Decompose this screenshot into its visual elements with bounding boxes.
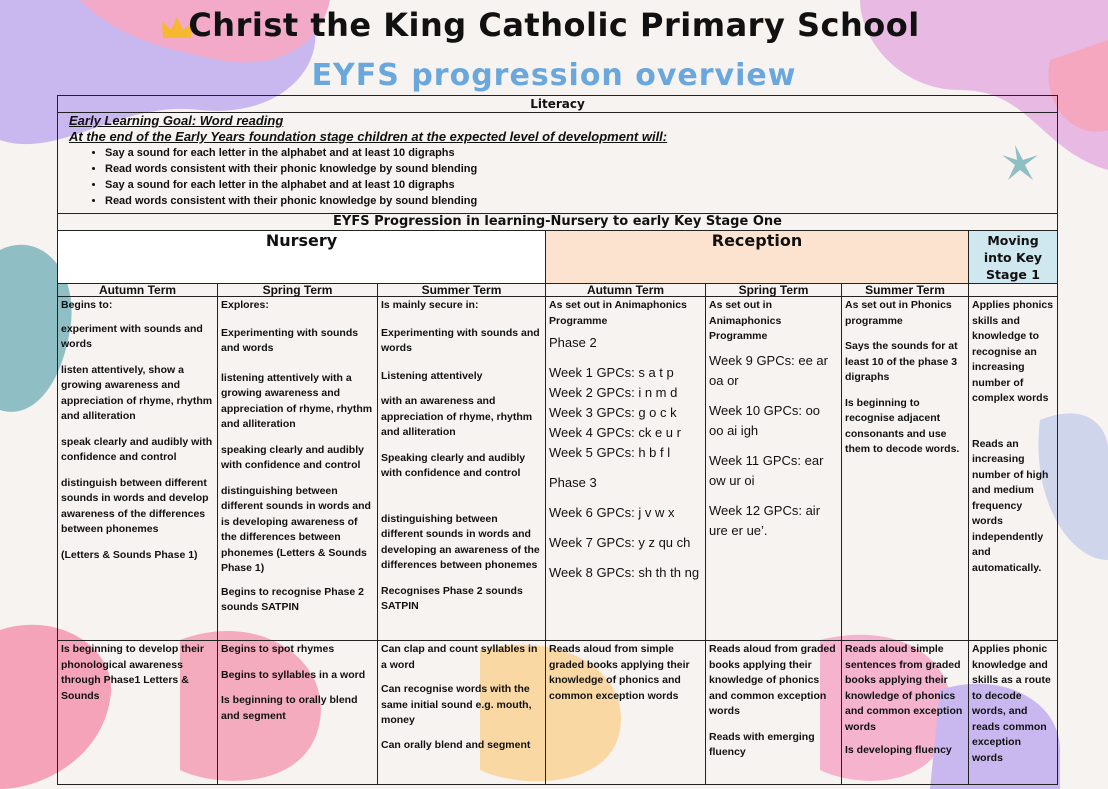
- row2-ks1: [968, 640, 1058, 785]
- text-block: Week 10 GPCs: oo oo ai igh: [709, 402, 821, 438]
- text-block: Phase 2: [549, 335, 597, 350]
- text-block: Week 11 GPCs: ear ow ur oi: [709, 452, 824, 488]
- text-block: Reads with emerging fluency: [709, 730, 815, 758]
- goal-bullets: [69, 145, 1049, 209]
- row2-reception-spring: [705, 640, 842, 785]
- text-block: listening attentively with a growing awareness and appreciation of rhyme, rhythm and alliteration: [221, 371, 373, 430]
- text-block: listen attentively, show a growing awareness and appreciation of rhyme, rhythm and alliteration: [61, 363, 213, 422]
- text-block: distinguish between different sounds in words and develop awareness of the differences between phonemes: [61, 476, 209, 535]
- term-header-empty: [968, 283, 1058, 297]
- text-block: Is beginning to orally blend and segment: [221, 694, 358, 722]
- text-block: Week 4 GPCs: ck e u r: [549, 425, 681, 440]
- text-block: Can recognise words with the same initial sound e.g. mouth, money: [381, 683, 532, 726]
- row2-nursery-summer: [377, 640, 546, 785]
- goal-bullet: • Say a sound for each letter in the alphabet and at least 10 digraphs: [105, 177, 1049, 193]
- text-block: Can clap and count syllables in a word: [381, 643, 538, 671]
- text-block: As set out in Animaphonics Programme: [709, 299, 782, 342]
- text-block: Week 7 GPCs: y z qu ch: [549, 535, 691, 550]
- text-block: Phase 3: [549, 475, 597, 490]
- text-block: Can orally blend and segment: [381, 738, 531, 751]
- text-block: Is beginning to recognise adjacent consonants and use them to decode words.: [845, 396, 960, 455]
- term-header: Summer Term: [377, 283, 546, 297]
- text-block: Week 9 GPCs: ee ar oa or: [709, 352, 828, 388]
- stage-ks1: Moving into Key Stage 1: [968, 230, 1058, 284]
- text-block: Begins to spot rhymes: [221, 643, 335, 655]
- text-block: As set out in Phonics programme: [845, 299, 952, 327]
- row1-nursery-spring: [217, 296, 378, 641]
- section-heading: Literacy: [57, 95, 1058, 113]
- text-block: Is developing fluency: [845, 744, 952, 756]
- progression-document: [57, 95, 1058, 785]
- progression-title: EYFS Progression in learning-Nursery to early Key Stage One: [57, 213, 1058, 231]
- term-header: Autumn Term: [57, 283, 218, 297]
- text-block: Listening attentively: [381, 369, 483, 382]
- goal-intro: At the end of the Early Years foundation stage children at the expected level of development will:: [69, 129, 668, 144]
- text-block: Reads aloud simple sentences from graded books applying their knowledge of phonics and common exception words: [845, 643, 963, 733]
- text-block: Week 2 GPCs: i n m d: [549, 385, 678, 400]
- text-block: Week 5 GPCs: h b f l: [549, 445, 671, 460]
- text-block: Week 1 GPCs: s a t p: [549, 365, 674, 380]
- term-header: Spring Term: [705, 283, 842, 297]
- text-block: speaking clearly and audibly with confidence and control: [221, 443, 364, 471]
- term-header: Spring Term: [217, 283, 378, 297]
- goal-content: [69, 113, 1049, 209]
- text-block: Week 6 GPCs: j v w x: [549, 505, 675, 520]
- text-block: Begins to:: [61, 299, 113, 311]
- goal-bullet: • Read words consistent with their phonic knowledge by sound blending: [105, 193, 1049, 209]
- text-block: (Letters & Sounds Phase 1): [61, 548, 198, 561]
- row2-nursery-spring: [217, 640, 378, 785]
- stage-reception: Reception: [545, 230, 969, 284]
- term-header: Summer Term: [841, 283, 969, 297]
- text-block: Experimenting with sounds and words: [221, 326, 359, 354]
- row1-reception-summer: [841, 296, 969, 641]
- text-block: experiment with sounds and words: [61, 322, 203, 350]
- text-block: Begins to syllables in a word: [221, 668, 366, 681]
- text-block: Is mainly secure in:: [381, 299, 479, 311]
- text-block: distinguishing between different sounds in words and developing an awareness of the differences between phonemes: [381, 512, 540, 571]
- text-block: Experimenting with sounds and words: [381, 326, 540, 354]
- text-block: Applies phonics skills and knowledge to recognise an increasing number of complex words: [972, 299, 1054, 404]
- row2-reception-summer: [841, 640, 969, 785]
- text-block: Reads an increasing number of high and medium frequency words independently and automatically.: [972, 437, 1049, 574]
- text-block: As set out in Animaphonics Programme: [549, 299, 687, 327]
- goal-bullet: • Say a sound for each letter in the alphabet and at least 10 digraphs: [105, 145, 1049, 161]
- text-block: Explores:: [221, 299, 269, 311]
- text-block: Reads aloud from graded books applying their knowledge of phonics and common exception words: [709, 643, 836, 717]
- goal-bullet: • Read words consistent with their phonic knowledge by sound blending: [105, 161, 1049, 177]
- row1-nursery-summer: [377, 296, 546, 641]
- row1-ks1: [968, 296, 1058, 641]
- text-block: Begins to recognise Phase 2 sounds SATPIN: [221, 585, 364, 613]
- text-block: with an awareness and appreciation of rhyme, rhythm and alliteration: [381, 395, 533, 438]
- row1-reception-spring: [705, 296, 842, 641]
- row2-reception-autumn: [545, 640, 706, 785]
- row1-reception-autumn: [545, 296, 706, 641]
- text-block: Speaking clearly and audibly with confidence and control: [381, 451, 526, 479]
- row1-nursery-autumn: [57, 296, 218, 641]
- text-block: Week 3 GPCs: g o c k: [549, 405, 677, 420]
- goal-heading: Early Learning Goal: Word reading: [69, 113, 284, 128]
- text-block: Recognises Phase 2 sounds SATPIN: [381, 584, 523, 612]
- row2-nursery-autumn: [57, 640, 218, 785]
- page-subtitle: EYFS progression overview: [311, 58, 797, 93]
- text-block: speak clearly and audibly with confidence and control: [61, 435, 213, 463]
- term-header: Autumn Term: [545, 283, 706, 297]
- school-title: Christ the King Catholic Primary School: [188, 6, 920, 44]
- text-block: Week 8 GPCs: sh th th ng: [549, 565, 700, 580]
- text-block: Says the sounds for at least 10 of the phase 3 digraphs: [845, 340, 958, 383]
- text-block: Reads aloud from simple graded books applying their knowledge of phonics and common exception words: [549, 643, 690, 702]
- text-block: Is beginning to develop their phonological awareness through Phase1 Letters & Sounds: [61, 643, 204, 702]
- text-block: Applies phonic knowledge and skills as a route to decode words, and reads common exception words: [972, 643, 1051, 764]
- text-block: distinguishing between different sounds in words and is developing awareness of the differences between phonemes (Letters & Sounds Phase 1): [221, 484, 371, 574]
- text-block: Week 12 GPCs: air ure er ue’.: [709, 502, 821, 538]
- stage-nursery: Nursery: [57, 230, 546, 284]
